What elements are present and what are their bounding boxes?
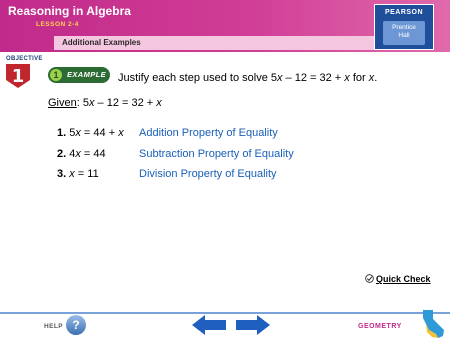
footer-divider <box>0 312 450 314</box>
quick-check-label: Quick Check <box>376 274 431 284</box>
imprint-line2: Hall <box>398 32 410 39</box>
quick-check-link[interactable] <box>365 274 431 284</box>
forward-arrow-icon[interactable] <box>236 315 270 335</box>
objective-label: OBJECTIVE <box>6 56 43 62</box>
subject-label: GEOMETRY <box>358 323 402 330</box>
publisher-logo <box>374 4 434 50</box>
quick-check-icon <box>365 274 374 283</box>
step-1: 1. 5x = 44 + x <box>57 127 124 139</box>
help-button[interactable]: ? <box>66 315 86 335</box>
step-3-equation: x = 11 <box>69 168 99 180</box>
subtitle-strip <box>54 36 374 50</box>
given-equation: Given: 5x – 12 = 32 + x <box>48 97 162 109</box>
step-1-reason: Addition Property of Equality <box>139 127 278 139</box>
section-subtitle: Additional Examples <box>62 38 141 47</box>
step-2-equation: 4x = 44 <box>69 148 106 160</box>
step-3-reason: Division Property of Equality <box>139 168 277 180</box>
given-label: Given <box>48 97 77 109</box>
back-arrow-icon[interactable] <box>192 315 226 335</box>
objective-number: 1 <box>11 66 25 87</box>
step-2-reason: Subtraction Property of Equality <box>139 148 294 160</box>
header-banner <box>0 0 450 52</box>
help-label: HELP <box>44 323 63 330</box>
california-icon <box>420 310 446 338</box>
example-question: Justify each step used to solve 5x – 12 = 32 + x for x. <box>118 72 378 84</box>
publisher-name: PEARSON <box>384 9 424 16</box>
imprint-line1: Prentice <box>392 24 416 31</box>
lesson-number: LESSON 2-4 <box>36 21 79 28</box>
example-label: EXAMPLE <box>67 70 107 79</box>
example-badge <box>48 67 110 83</box>
step-1-equation: 5x = 44 + x <box>69 127 124 139</box>
step-2: 2. 4x = 44 <box>57 148 106 160</box>
lesson-title: Reasoning in Algebra <box>8 4 131 18</box>
step-3: 3. x = 11 <box>57 168 99 180</box>
imprint-box <box>383 21 425 45</box>
example-number: 1 <box>50 69 62 81</box>
